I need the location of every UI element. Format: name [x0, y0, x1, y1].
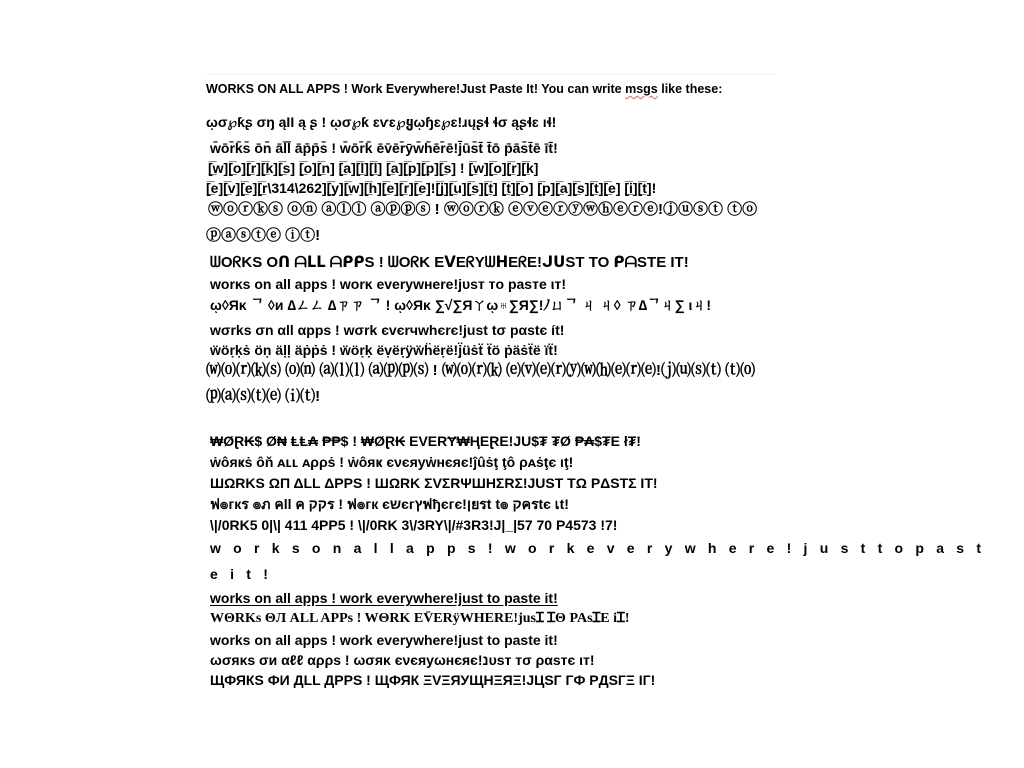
styled-line: ωσяκѕ σи αℓℓ αρρѕ ! ωσяκ єνєяуωнєяє!נυѕт тσ ραѕтє ιт!: [210, 652, 595, 668]
styled-line: ⓦⓞⓡⓚⓢ ⓞⓝ ⓐⓛⓛ ⓐⓟⓟⓢ ! ⓦⓞⓡⓚ ⓔⓥⓔⓡⓨⓦⓗⓔⓡⓔ!ⓙⓤⓢⓣ ⓣⓞ: [208, 201, 758, 218]
styled-line: WΘRKs ΘЛ ALL APPs ! WΘRK EV̄ERÿWHERE!jusꞮ ꞮΘ PAsꞮE iꞮ!: [210, 611, 630, 626]
styled-line: \|/0RK5 0|\| 411 4PP5 ! \|/0RK 3\/3RY\|/#3R3!J|_|57 70 P4573 !7!: [210, 517, 618, 533]
styled-line: works on all apps ! work everywhere!just to paste it!: [210, 590, 558, 606]
misspelled-word: msgs: [625, 82, 658, 96]
styled-line: ẇôяҝṡ ôň ᴀʟʟ ᴀρρṡ ! ẇôяҝ єνєяуẇнєяє!ĵûṡţ ţô ρᴀṡţє ιţ!: [210, 454, 574, 470]
styled-line: ᗯOᖇKS Oᑎ ᗩᒪᒪ ᗩᑭᑭS ! ᗯOᖇK EᐯEᖇYᗯᕼEᖇE!ᒍᑌST TO ᑭᗩSTE IT!: [210, 254, 689, 271]
styled-line: ₩ØⱤ₭$ Ø₦ ⱠⱠ₳ ₱₱$ ! ₩ØⱤ₭ EVERɎ₩ⱧEⱤE!JU$₮ ₮Ø ₱₳$₮E ł₮!: [210, 433, 641, 449]
heading-prefix: WORKS ON ALL APPS ! Work Everywhere!Just Paste It! You can write: [206, 82, 626, 96]
styled-line: ῳ◊Яκ ᄀ ◊и ∆ㄥㄥ ∆ㄗㄗ ᄀ ! ῳ◊Яκ ∑√∑Яㄚῳ♅∑Я∑!ﾉㄩᄀ ㄐ ㄐ◊ ㄗ∆ᄀㄐ∑ ιㄐ!: [210, 297, 712, 313]
styled-line: ⒲⒪⒭⒦⒮ ⒪⒩ ⒜⒧⒧ ⒜⒫⒫⒮ ! ⒲⒪⒭⒦ ⒠⒱⒠⒭⒴⒲⒣⒠⒭⒠!⒥⒰⒮⒯ ⒯⒪: [206, 362, 756, 379]
styled-line: [̲̅e][̲̅v][̲̅e][̲̅r\314\262][̲̅y][̲̅w][̲̅h][̲̅e][̲̅r][̲̅e]![̲̅j][̲̅u][̲̅s][̲̅t] [̲̅t][̲̅o] [̲̅p][̲̅a][̲̅s][̲̅t][̲̅e] [̲̅i][̲̅t]!: [206, 180, 657, 196]
styled-line: w̄ōr̄k̄s̄ ōn̄ āl̄l̄ āp̄p̄s̄ ! w̄ōr̄k̄ ēv̄ēr̄ȳw̄h̄ēr̄ē!j̄ūs̄t̄ t̄ō p̄ās̄t̄ē īt̄!: [210, 140, 558, 156]
styled-line: w o r k s o n a l l a p p s ! w o r k e v e r y w h e r e ! j u s t t o p a s t: [210, 540, 986, 556]
styled-line: ⓟⓐⓢⓣⓔ ⓘⓣ!: [206, 227, 321, 244]
styled-line: wσrks σn αll αpps ! wσrk єvєrчwhєrє!just tσ pαstє ít!: [210, 322, 565, 338]
heading-suffix: like these:: [657, 82, 723, 96]
styled-line: ЩФЯКЅ ФИ ДLL ДPPЅ ! ЩФЯК ΞVΞЯУЩНΞЯΞ!JЦЅГ ГФ PДЅГΞ IГ!: [210, 672, 656, 688]
styled-line: e i t !: [210, 566, 273, 582]
top-divider: [206, 74, 776, 75]
styled-line: ฟ๏гкร ๏ภ คll ค קקร ! ฟ๏гк єשєгץฟђєгє!ןยรt t๏ קครtє เt!: [210, 496, 569, 512]
styled-line: [̲̅w][̲̅o][̲̅r][̲̅k][̲̅s] [̲̅o][̲̅n] [̲̅a][̲̅l][̲̅l] [̲̅a][̲̅p][̲̅p][̲̅s] ! [̲̅w][̲̅o][̲̅r][̲̅k]: [208, 160, 539, 176]
styled-line: ШΩRKS ΩΠ ΔLL ΔPPS ! ШΩRK ΣVΣRΨШHΣRΣ!JUST TΩ PΔSTΣ IT!: [210, 475, 658, 491]
styled-line: works on all apps ! work everywhere!just to paste it!: [210, 632, 558, 648]
styled-line: ẅöṛḳṡ öṇ äḷḷ äṗṗṡ ! ẅöṛḳ ëṿëṛÿẅḧëṛë!j̈üṡẗ ẗö ṗäṡẗë ïẗ!: [210, 342, 558, 358]
styled-line: ⒫⒜⒮⒯⒠ ⒤⒯!: [206, 388, 321, 405]
page-heading: [206, 83, 722, 96]
styled-line: ῳσ℘ƙʂ σŋ ąƖƖ ą ʂ ! ῳσ℘ƙ ɛѵɛ℘ყῳɧɛ℘ɛ!ɹųʂɬ ɬσ ąʂɬɛ ıɬ!: [206, 114, 557, 130]
styled-line: worĸѕ on all appѕ ! worĸ everywнere!jυѕт тo paѕтe ιт!: [210, 276, 567, 292]
